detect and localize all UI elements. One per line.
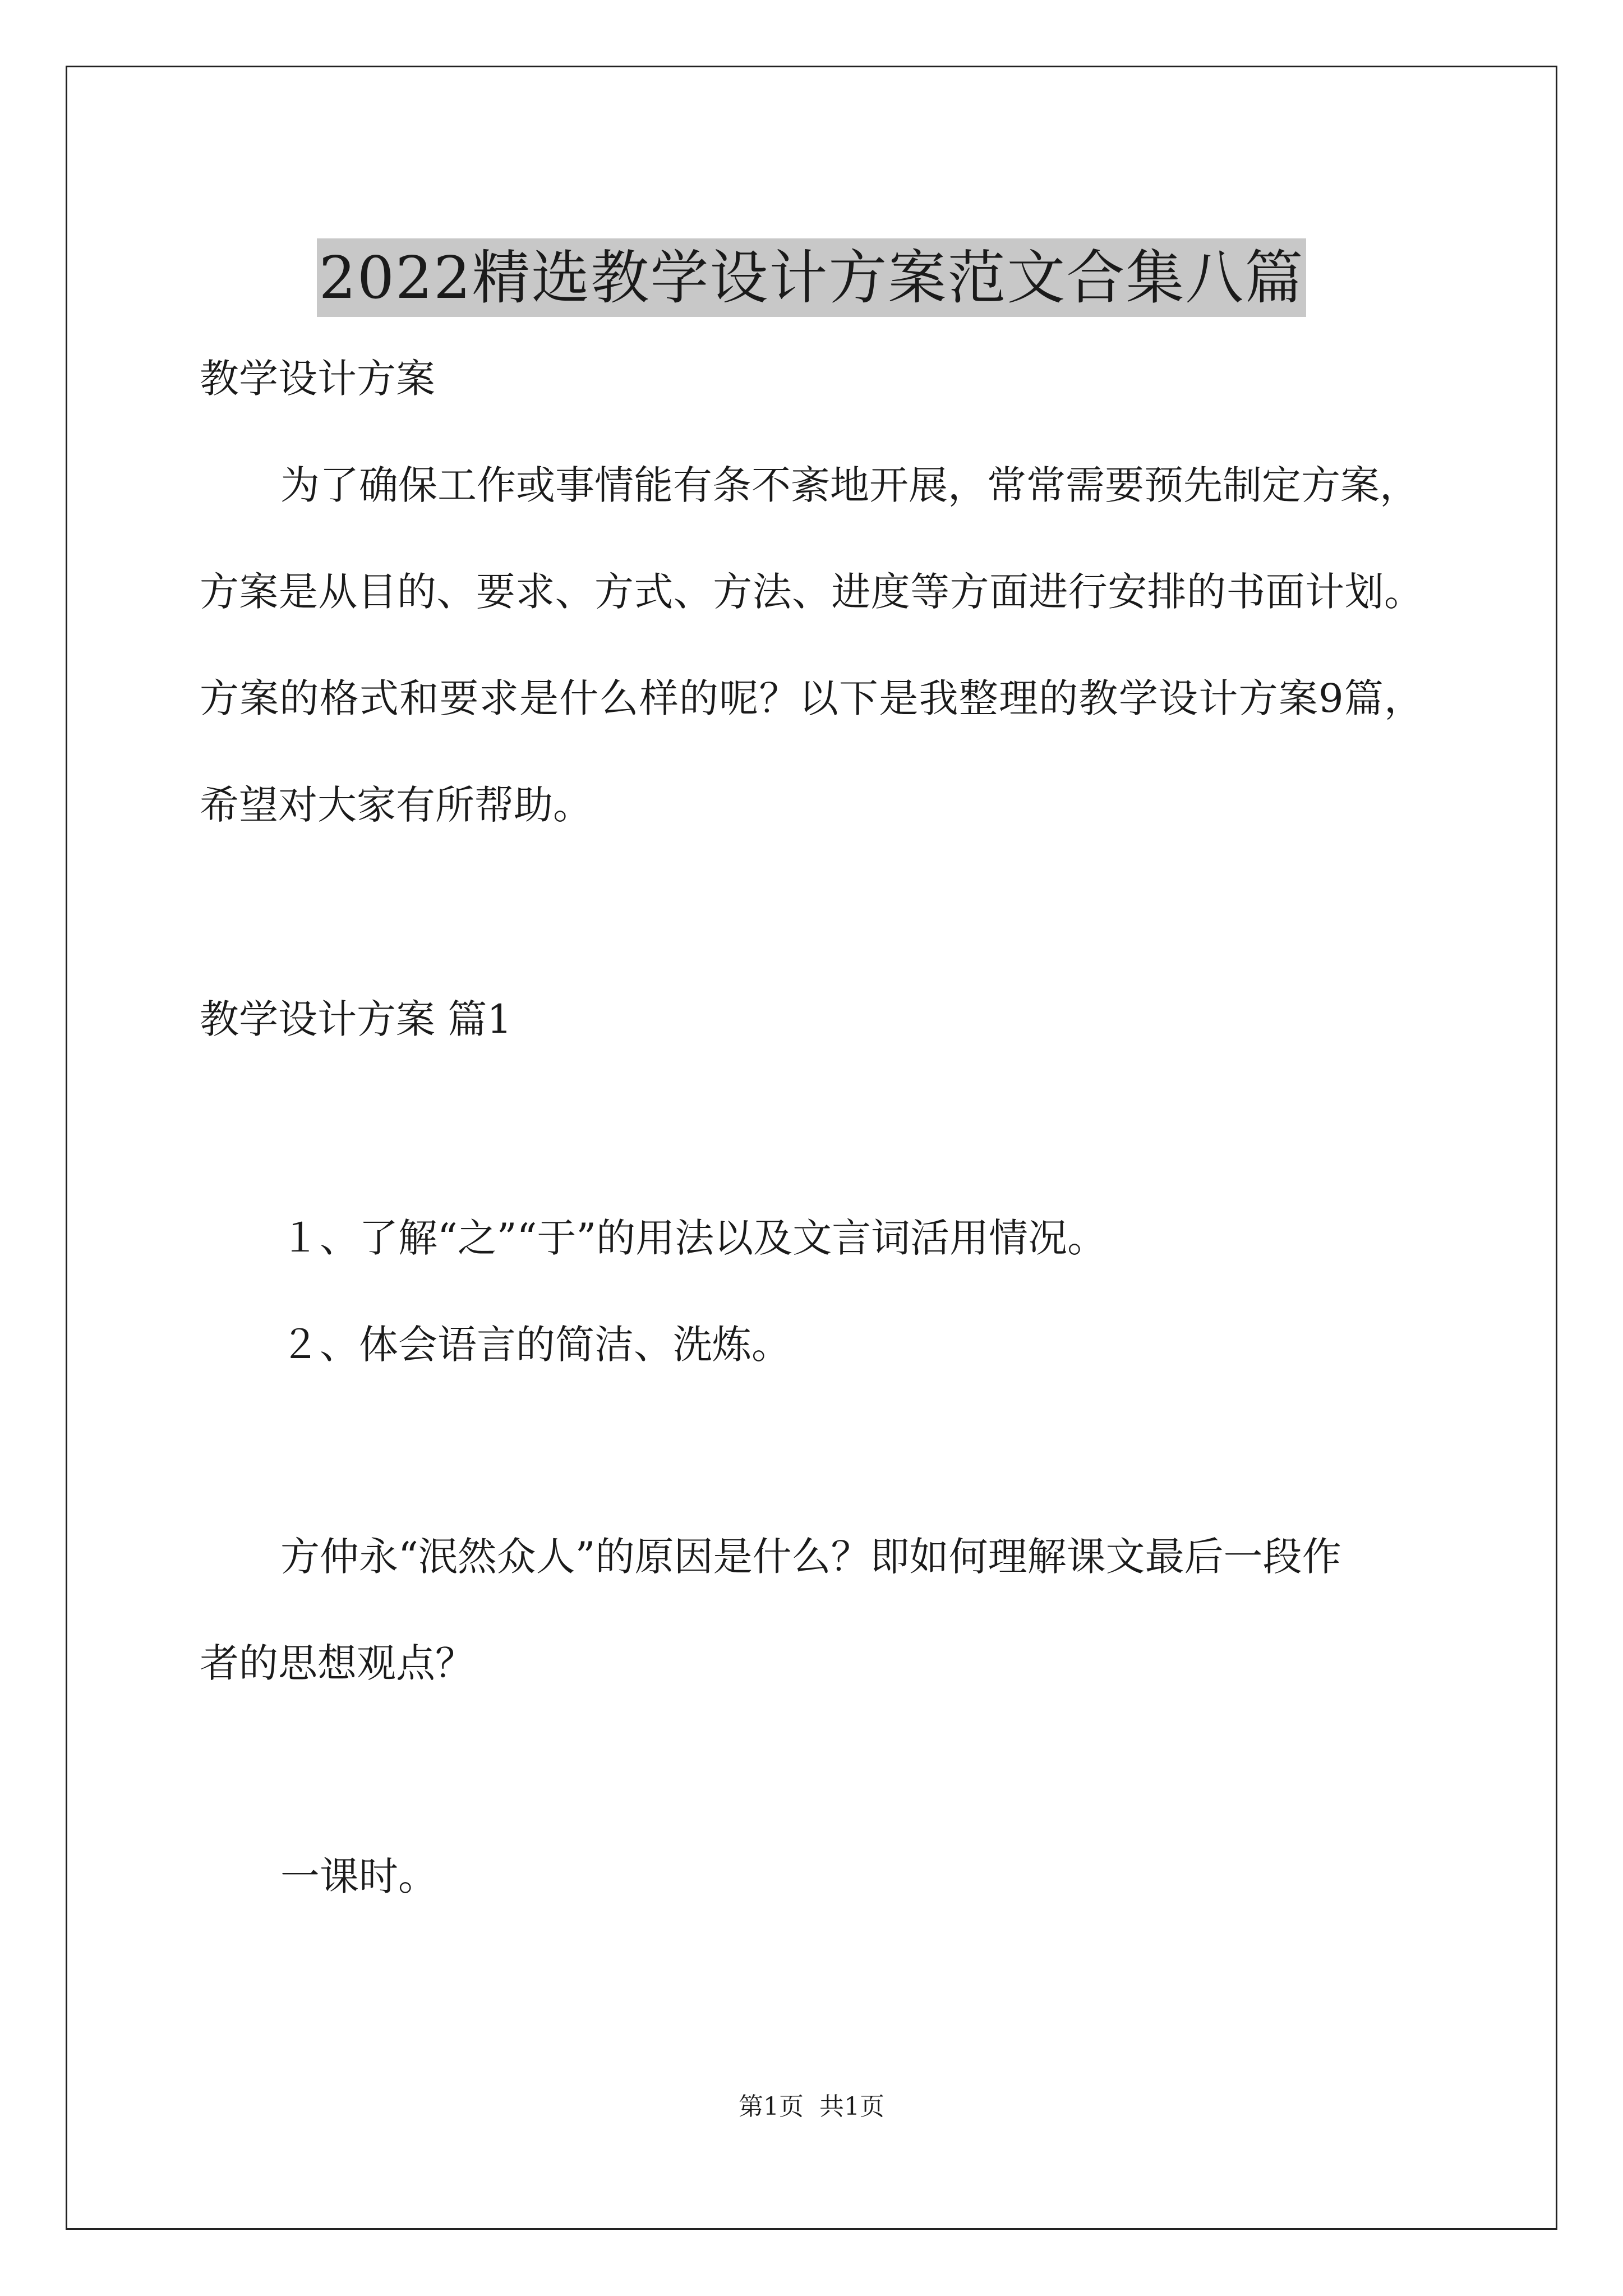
goal-item-2: ２、体会语言的简洁、洗炼。 (280, 1322, 791, 1368)
intro-line-3: 方案的格式和要求是什么样的呢？以下是我整理的教学设计方案9篇， (200, 675, 1423, 721)
question-line-2: 者的思想观点？ (200, 1640, 474, 1686)
class-hours: 一课时。 (280, 1853, 437, 1899)
page-total: 共1页 (819, 2092, 884, 2121)
section-heading: 教学设计方案 (200, 356, 435, 402)
intro-line-1: 为了确保工作或事情能有条不紊地开展，常常需要预先制定方案， (280, 462, 1419, 508)
goal-item-1: １、了解“之”“于”的用法以及文言词活用情况。 (280, 1215, 1107, 1261)
question-line-1: 方仲永“泯然众人”的原因是什么？即如何理解课文最后一段作 (280, 1534, 1341, 1580)
chapter-heading: 教学设计方案 篇1 (200, 996, 512, 1042)
title-block (0, 199, 1623, 356)
page-number: 第1页 (739, 2092, 804, 2121)
intro-line-2: 方案是从目的、要求、方式、方法、进度等方面进行安排的书面计划。 (200, 569, 1423, 615)
page-footer (0, 2090, 1623, 2124)
intro-line-4: 希望对大家有所帮助。 (200, 782, 592, 828)
document-title: 2022精选教学设计方案范文合集八篇 (317, 238, 1307, 317)
